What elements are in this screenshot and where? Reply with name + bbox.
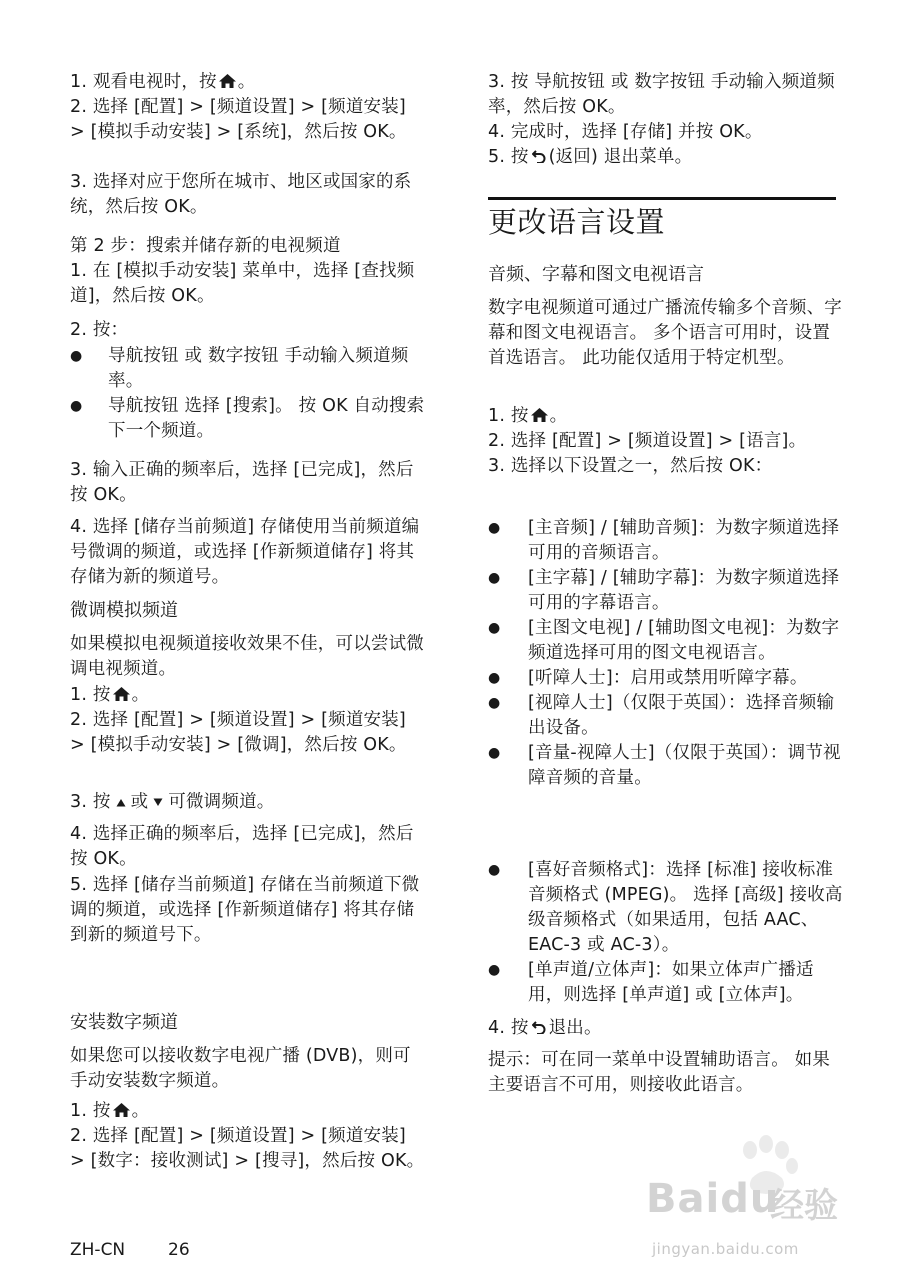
bullet: ● (488, 570, 501, 586)
paragraph: 1. 按 。 (70, 685, 150, 705)
paragraph: 2. 选择 [配置] > [频道设置] > [频道安装] > [数字：接收测试] > [搜寻]，然后按 OK。 (70, 1126, 425, 1171)
list-item: ● [单声道/立体声]：如果立体声广播适用，则选择 [单声道] 或 [立体声]。 (488, 958, 844, 1008)
watermark-chinese: 经验 (770, 1186, 838, 1226)
bullet: ● (70, 398, 83, 414)
watermark-url: jingyan.baidu.com (652, 1240, 799, 1258)
paragraph: 5. 选择 [储存当前频道] 存储在当前频道下微调的频道，或选择 [作新频道储存] 将其存储到新的频道号下。 (70, 875, 420, 945)
bullet: ● (488, 862, 501, 878)
bullet: ● (488, 962, 501, 978)
triangle-down-icon (153, 798, 163, 807)
paragraph: 4. 选择 [储存当前频道] 存储使用当前频道编号微调的频道，或选择 [作新频道储存] 将其存储为新的频道号。 (70, 517, 420, 587)
paragraph: 1. 在 [模拟手动安装] 菜单中，选择 [查找频道]，然后按 OK。 (70, 261, 415, 306)
home-icon (219, 74, 236, 88)
bullet: ● (488, 670, 501, 686)
paragraph: 数字电视频道可通过广播流传输多个音频、字幕和图文电视语言。 多个语言可用时，设置首选语言。 此功能仅适用于特定机型。 (488, 298, 842, 368)
page-footer (70, 1238, 190, 1262)
paragraph: 1. 观看电视时，按 。 (70, 72, 256, 92)
paragraph: 3. 输入正确的频率后，选择 [已完成]，然后按 OK。 (70, 460, 414, 505)
list-item: ● 导航按钮 选择 [搜索]。 按 OK 自动搜索下一个频道。 (70, 394, 426, 444)
home-icon (113, 1103, 130, 1117)
paragraph: 4. 按 退出。 (488, 1018, 602, 1038)
back-icon (532, 149, 546, 163)
bullet: ● (488, 695, 501, 711)
list-item: ● [听障人士]：启用或禁用听障字幕。 (488, 666, 844, 691)
tip-paragraph: 提示：可在同一菜单中设置辅助语言。 如果主要语言不可用，则接收此语言。 (488, 1050, 831, 1095)
home-icon (531, 408, 548, 422)
bullet: ● (488, 745, 501, 761)
sub-heading: 音频、字幕和图文电视语言 (488, 264, 704, 285)
paragraph: 2. 选择 [配置] > [频道设置] > [频道安装] > [模拟手动安装] > [系统]，然后按 OK。 (70, 97, 407, 142)
paragraph: 如果模拟电视频道接收效果不佳，可以尝试微调电视频道。 (70, 634, 424, 679)
section-heading: 安装数字频道 (70, 1012, 178, 1033)
bullet: ● (488, 520, 501, 536)
paragraph: 2. 按： (70, 320, 129, 340)
paragraph: 2. 选择 [配置] > [频道设置] > [语言]。 (488, 431, 807, 451)
list-item: ● [主图文电视] / [辅助图文电视]：为数字频道选择可用的图文电视语言。 (488, 616, 844, 666)
list-item: ● [喜好音频格式]：选择 [标准] 接收标准音频格式 (MPEG)。 选择 [高级] 接收高级音频格式（如果适用，包括 AAC、EAC-3 或 AC-3）。 (488, 858, 844, 958)
paragraph: 2. 选择 [配置] > [频道设置] > [频道安装] > [模拟手动安装] > [微调]，然后按 OK。 (70, 710, 407, 755)
triangle-up-icon (116, 798, 126, 807)
paragraph: 1. 按 。 (70, 1101, 150, 1121)
paragraph: 4. 选择正确的频率后，选择 [已完成]，然后按 OK。 (70, 824, 414, 869)
back-icon (532, 1020, 546, 1034)
paragraph: 3. 选择对应于您所在城市、地区或国家的系统，然后按 OK。 (70, 172, 412, 217)
list-item: ● [主字幕] / [辅助字幕]：为数字频道选择可用的字幕语言。 (488, 566, 844, 616)
paragraph: 4. 完成时，选择 [存储] 并按 OK。 (488, 122, 763, 142)
footer-language: ZH-CN (70, 1240, 126, 1260)
page-number: 26 (168, 1240, 190, 1260)
list-item: ● [视障人士]（仅限于英国）：选择音频输出设备。 (488, 691, 844, 741)
paragraph: 3. 按 导航按钮 或 数字按钮 手动输入频道频率，然后按 OK。 (488, 72, 835, 117)
home-icon (113, 687, 130, 701)
list-item: ● 导航按钮 或 数字按钮 手动输入频道频率。 (70, 344, 426, 394)
bullet: ● (70, 348, 83, 364)
list-item: ● [音量-视障人士]（仅限于英国）：调节视障音频的音量。 (488, 741, 844, 791)
paragraph: 如果您可以接收数字电视广播 (DVB)，则可手动安装数字频道。 (70, 1046, 411, 1091)
list-item: ● [主音频] / [辅助音频]：为数字频道选择可用的音频语言。 (488, 516, 844, 566)
section-title: 更改语言设置 (488, 205, 666, 239)
paragraph: 5. 按 (返回) 退出菜单。 (488, 147, 693, 167)
watermark-brand: Baidu (646, 1176, 780, 1222)
section-heading: 微调模拟频道 (70, 600, 178, 621)
bullet: ● (488, 620, 501, 636)
paragraph: 3. 选择以下设置之一，然后按 OK： (488, 456, 773, 476)
step-title: 第 2 步：搜索并储存新的电视频道 (70, 236, 341, 256)
paragraph: 3. 按 或 可微调频道。 (70, 792, 275, 812)
section-divider (488, 197, 836, 200)
paragraph: 1. 按 。 (488, 406, 568, 426)
